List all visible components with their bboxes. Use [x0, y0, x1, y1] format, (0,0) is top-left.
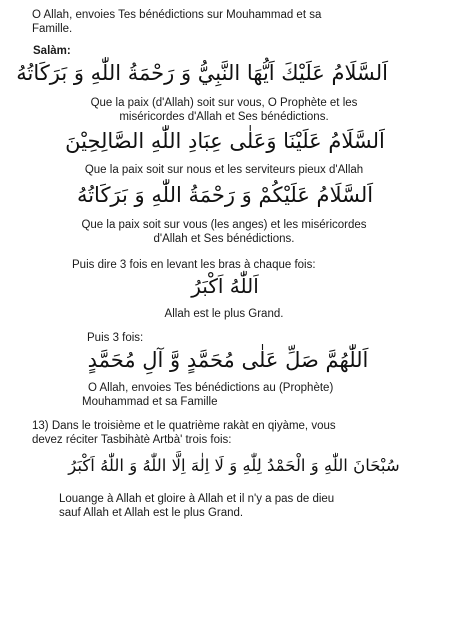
intro-line-2: Famille. — [32, 23, 73, 35]
section-13-line-1: 13) Dans le troisième et le quatrième rakàt en qiyàme, vous — [32, 420, 336, 432]
arabic-salawat: اَللّٰهُمَّ صَلِّ عَلٰى مُحَمَّدٍ وَّ آلِ مُحَمَّدٍ — [87, 348, 369, 372]
french-salam-prophet-line-2: miséricordes d'Allah et Ses bénédictions. — [119, 111, 329, 123]
arabic-tasbihat: سُبْحَانَ اللّٰهِ وَ الْحَمْدُ لِلّٰهِ وَ لَا اِلٰهَ اِلَّا اللّٰهُ وَ اللّٰهُ اَكْبَرُ — [68, 456, 400, 475]
french-tasbihat-line-1: Louange à Allah et gloire à Allah et il n'y a pas de dieu — [59, 493, 335, 505]
section-13-line-2: devez réciter Tasbihàtè Artbà' trois fois: — [32, 434, 232, 446]
french-salam-us-line-1: Que la paix soit sur nous et les serviteurs pieux d'Allah — [84, 164, 364, 176]
instruction-salawat: Puis 3 fois: — [87, 332, 144, 344]
salam-heading: Salàm: — [33, 45, 71, 57]
french-salam-prophet-line-1: Que la paix (d'Allah) soit sur vous, O Prophète et les — [90, 97, 358, 109]
intro-line-1: O Allah, envoies Tes bénédictions sur Mouhammad et sa — [32, 9, 322, 21]
french-salawat-line-1: O Allah, envoies Tes bénédictions au (Prophète) — [88, 382, 334, 394]
arabic-salam-angels: اَلسَّلَامُ عَلَيْكُمْ وَ رَحْمَةُ اللّٰهِ وَ بَرَكَاتُهُ — [76, 183, 374, 207]
arabic-salam-us: اَلسَّلَامُ عَلَيْنَا وَعَلٰى عِبَادِ اللّٰهِ الصَّالِحِيْنَ — [65, 129, 385, 153]
french-salawat-line-2: Mouhammad et sa Famille — [82, 396, 218, 408]
arabic-takbir: اَللّٰهُ اَكْبَرُ — [191, 274, 259, 298]
instruction-takbir: Puis dire 3 fois en levant les bras à chaque fois: — [72, 259, 316, 271]
arabic-salam-prophet: اَلسَّلَامُ عَلَيْكَ اَيُّهَا النَّبِيُّ وَ رَحْمَةُ اللّٰهِ وَ بَرَكَاتُهُ — [16, 61, 388, 85]
french-salam-angels-line-1: Que la paix soit sur vous (les anges) et les miséricordes — [81, 219, 367, 231]
french-salam-angels-line-2: d'Allah et Ses bénédictions. — [153, 233, 295, 245]
french-takbir: Allah est le plus Grand. — [164, 308, 284, 320]
french-tasbihat-line-2: sauf Allah et Allah est le plus Grand. — [59, 507, 244, 519]
